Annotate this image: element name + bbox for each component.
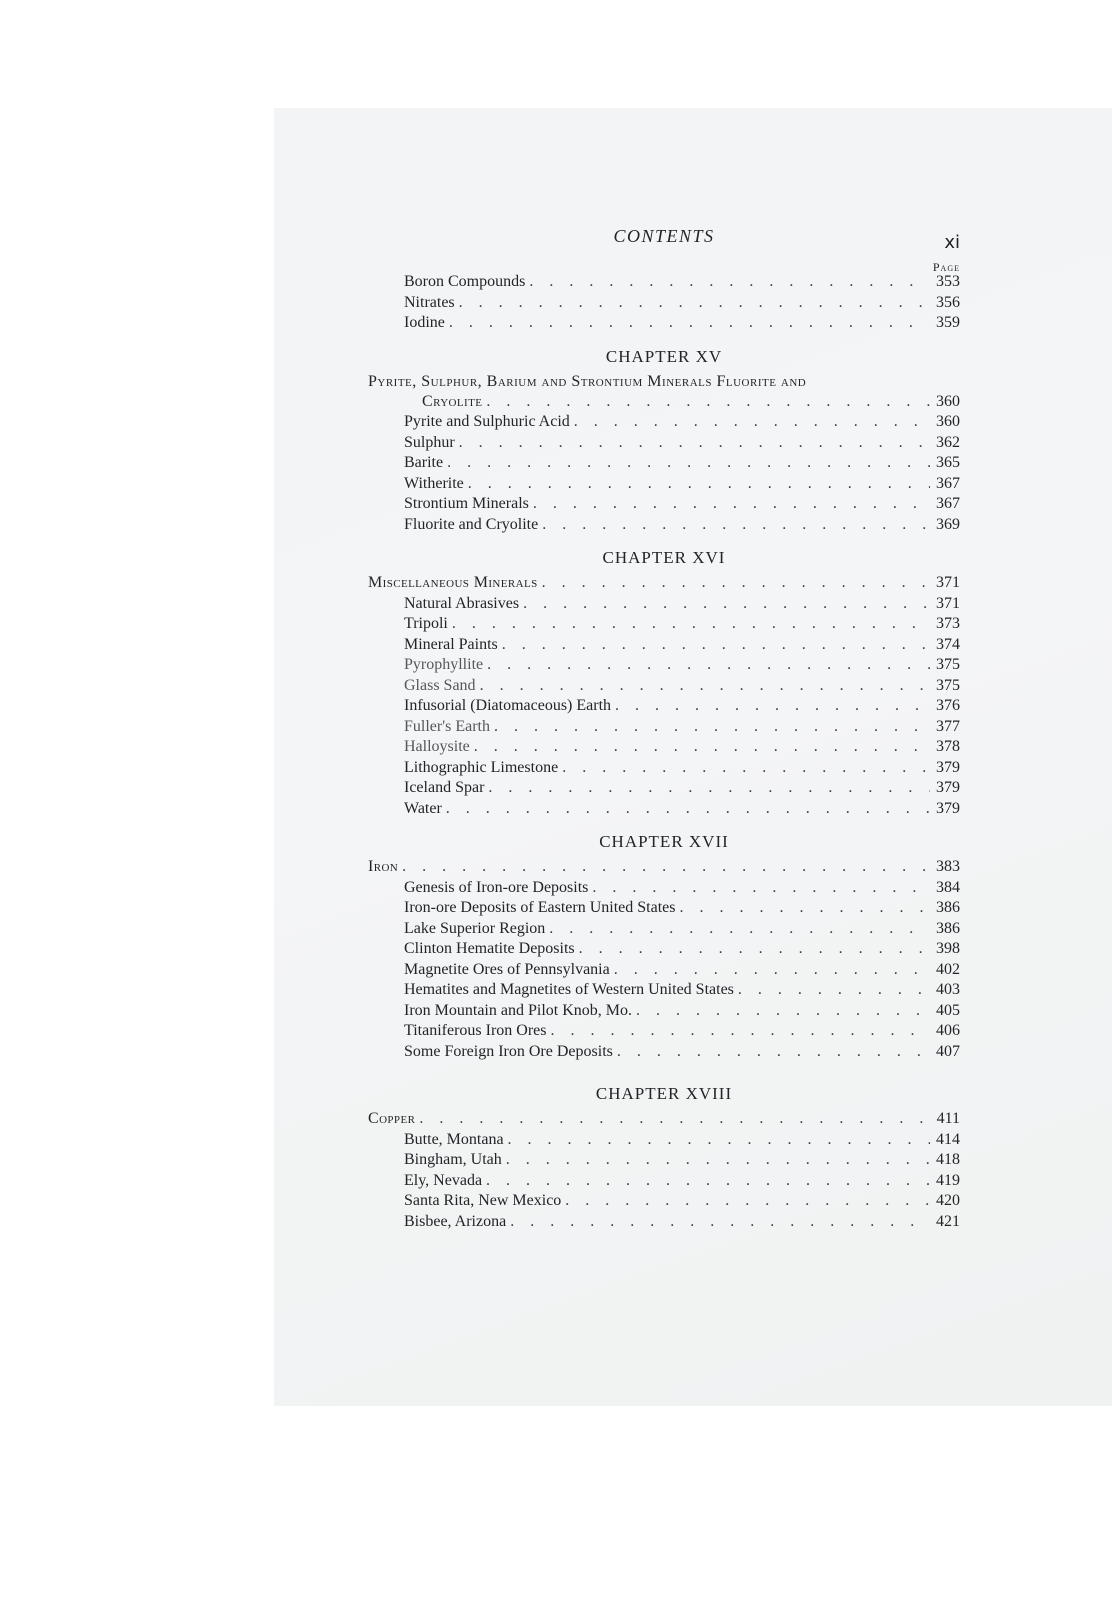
entry-page: 360 [936, 413, 960, 430]
toc-entry[interactable] [368, 1021, 960, 1042]
entry-title: Genesis of Iron-ore Deposits [404, 878, 589, 896]
entry-title: Halloysite [404, 738, 470, 755]
toc-entry[interactable] [368, 594, 960, 615]
entry-page: 402 [936, 960, 960, 978]
entry-page: 403 [936, 981, 960, 998]
entry-title: Barite [404, 454, 444, 471]
entry-page: 384 [936, 878, 960, 896]
chapter-xv-title-line1[interactable]: Pyrite, Sulphur, Barium and Strontium Minerals Fluorite and [368, 372, 807, 390]
entry-page: 369 [936, 515, 960, 533]
entry-page: 383 [936, 858, 960, 875]
leader-dots [468, 474, 930, 495]
entry-title: Fuller's Earth [404, 717, 490, 735]
entry-title: Titaniferous Iron Ores [404, 1022, 547, 1039]
entry-page: 398 [936, 940, 960, 957]
leader-dots [679, 898, 930, 919]
entry-page: 360 [936, 392, 960, 410]
toc-entry[interactable] [368, 737, 960, 758]
toc-entry-chapter-xv-title[interactable] [368, 392, 960, 413]
entry-title: Some Foreign Iron Ore Deposits [404, 1042, 613, 1060]
entry-title: Sulphur [404, 433, 455, 451]
entry-title: Pyrophyllite [404, 656, 484, 673]
leader-dots [480, 676, 930, 697]
leader-dots [459, 293, 930, 314]
toc-entry-chapter-xviii-title[interactable] [368, 1109, 960, 1130]
toc-entry[interactable] [368, 412, 960, 433]
leader-dots [446, 799, 930, 820]
entry-title: Cryolite [422, 392, 483, 410]
leader-dots [529, 272, 930, 293]
leader-dots [502, 635, 930, 656]
leader-dots [565, 1191, 930, 1212]
entry-page: 374 [936, 635, 960, 653]
entry-title: Hematites and Magnetites of Western United States [404, 981, 734, 998]
toc-entry[interactable] [368, 474, 960, 495]
toc-entry[interactable] [368, 515, 960, 536]
entry-title: Lake Superior Region [404, 919, 546, 937]
entry-page: 379 [936, 779, 960, 796]
entry-page: 353 [936, 273, 960, 290]
toc-entry[interactable] [368, 635, 960, 656]
entry-page: 378 [936, 738, 960, 755]
toc-entry[interactable] [368, 293, 960, 314]
leader-dots [551, 1021, 931, 1042]
entry-title: Magnetite Ores of Pennsylvania [404, 960, 610, 978]
leader-dots [506, 1150, 930, 1171]
leader-dots [562, 758, 930, 779]
entry-title: Iron-ore Deposits of Eastern United States [404, 899, 676, 916]
toc-entry[interactable] [368, 1150, 960, 1171]
toc-entry[interactable] [368, 960, 960, 981]
chapter-heading-xvi: CHAPTER XVI [602, 548, 726, 567]
entry-title: Copper [368, 1110, 416, 1127]
leader-dots [614, 960, 930, 981]
leader-dots [592, 878, 930, 899]
leader-dots [617, 1042, 930, 1063]
leader-dots [447, 453, 930, 474]
leader-dots [487, 655, 930, 676]
entry-title: Glass Sand [404, 676, 476, 694]
entry-page: 365 [936, 454, 960, 471]
leader-dots [459, 433, 930, 454]
toc-entry[interactable] [368, 614, 960, 635]
leader-dots [523, 594, 930, 615]
entry-title: Bisbee, Arizona [404, 1212, 507, 1230]
toc-entry[interactable] [368, 878, 960, 899]
entry-page: 420 [936, 1192, 960, 1209]
entry-page: 418 [936, 1151, 960, 1168]
entry-page: 362 [936, 433, 960, 451]
entry-title: Iron Mountain and Pilot Knob, Mo. [404, 1001, 632, 1019]
leader-dots [402, 857, 930, 878]
leader-dots [486, 1171, 930, 1192]
toc-entry[interactable] [368, 696, 960, 717]
leader-dots [574, 412, 930, 433]
leader-dots [486, 392, 930, 413]
entry-page: 386 [936, 899, 960, 916]
toc-entry-chapter-xvi-title[interactable] [368, 573, 960, 594]
leader-dots [488, 778, 930, 799]
entry-page: 367 [936, 474, 960, 492]
entry-title: Natural Abrasives [404, 594, 520, 612]
entry-page: 406 [936, 1022, 960, 1039]
contents-page [368, 224, 960, 1232]
entry-title: Iodine [404, 314, 445, 331]
entry-page: 367 [936, 495, 960, 512]
entry-title: Infusorial (Diatomaceous) Earth [404, 697, 612, 714]
entry-title: Ely, Nevada [404, 1171, 483, 1189]
entry-title: Butte, Montana [404, 1130, 504, 1148]
entry-title: Nitrates [404, 293, 455, 311]
chapter-heading-xviii: CHAPTER XVIII [595, 1084, 733, 1103]
leader-dots [508, 1130, 930, 1151]
entry-page: 379 [936, 799, 960, 817]
toc-entry[interactable] [368, 799, 960, 820]
entry-title: Water [404, 799, 442, 817]
leader-dots [474, 737, 930, 758]
entry-title: Tripoli [404, 615, 448, 632]
entry-page: 371 [936, 594, 960, 612]
page-column-label: Page [932, 260, 960, 274]
toc-entry[interactable] [368, 676, 960, 697]
entry-page: 373 [936, 615, 960, 632]
leader-dots [419, 1109, 930, 1130]
entry-title: Bingham, Utah [404, 1151, 502, 1168]
running-head [368, 224, 960, 258]
chapter-heading-xvii: CHAPTER XVII [599, 832, 729, 851]
entry-title: Fluorite and Cryolite [404, 515, 539, 533]
entry-page: 371 [936, 574, 960, 591]
toc-entry[interactable] [368, 1191, 960, 1212]
toc-entry[interactable] [368, 919, 960, 940]
entry-page: 421 [936, 1212, 960, 1230]
chapter-heading-xv: CHAPTER XV [605, 346, 723, 366]
entry-title: Iron [368, 858, 399, 875]
entry-page: 405 [936, 1001, 960, 1019]
leader-dots [533, 494, 930, 515]
leader-dots [510, 1212, 930, 1233]
entry-title: Santa Rita, New Mexico [404, 1192, 562, 1209]
toc-entry[interactable] [368, 778, 960, 799]
folio-page-number: xi [944, 232, 960, 253]
toc-entry[interactable] [368, 433, 960, 454]
entry-page: 375 [936, 656, 960, 673]
toc-entry[interactable] [368, 717, 960, 738]
toc-entry[interactable] [368, 980, 960, 1001]
entry-page: 414 [936, 1130, 960, 1148]
toc-entry[interactable] [368, 1130, 960, 1151]
entry-page: 411 [936, 1110, 960, 1127]
toc-entry[interactable] [368, 939, 960, 960]
entry-title: Miscellaneous Minerals [368, 574, 538, 591]
entry-title: Pyrite and Sulphuric Acid [404, 413, 570, 430]
entry-page: 407 [936, 1042, 960, 1060]
toc-entry[interactable] [368, 1212, 960, 1233]
entry-title: Iceland Spar [404, 779, 485, 796]
entry-title: Clinton Hematite Deposits [404, 940, 575, 957]
toc-entry[interactable] [368, 1001, 960, 1022]
entry-page: 386 [936, 919, 960, 937]
entry-page: 419 [936, 1171, 960, 1189]
toc-entry-chapter-xvii-title[interactable] [368, 857, 960, 878]
toc-entry[interactable] [368, 758, 960, 779]
entry-page: 377 [936, 717, 960, 735]
leader-dots [449, 313, 930, 334]
leader-dots [542, 515, 930, 536]
entry-page: 379 [936, 758, 960, 776]
entry-page: 376 [936, 697, 960, 714]
running-title: CONTENTS [613, 226, 715, 246]
toc-entry[interactable] [368, 494, 960, 515]
leader-dots [579, 939, 930, 960]
leader-dots [494, 717, 930, 738]
entry-page: 356 [936, 293, 960, 311]
toc-entry[interactable] [368, 1042, 960, 1063]
leader-dots [615, 696, 930, 717]
leader-dots [452, 614, 930, 635]
toc-entry[interactable] [368, 453, 960, 474]
entry-title: Mineral Paints [404, 635, 498, 653]
toc-entry[interactable] [368, 898, 960, 919]
toc-entry[interactable] [368, 313, 960, 334]
entry-page: 375 [936, 676, 960, 694]
leader-dots [542, 573, 930, 594]
entry-title: Boron Compounds [404, 273, 526, 290]
leader-dots [549, 919, 930, 940]
toc-entry[interactable] [368, 1171, 960, 1192]
toc-entry[interactable] [368, 655, 960, 676]
leader-dots [738, 980, 930, 1001]
entry-title: Strontium Minerals [404, 495, 529, 512]
leader-dots [636, 1001, 930, 1022]
chapter-xv-title [368, 372, 960, 392]
entry-title: Lithographic Limestone [404, 758, 559, 776]
entry-title: Witherite [404, 474, 464, 492]
entry-page: 359 [936, 314, 960, 331]
toc-entry[interactable] [368, 272, 960, 293]
